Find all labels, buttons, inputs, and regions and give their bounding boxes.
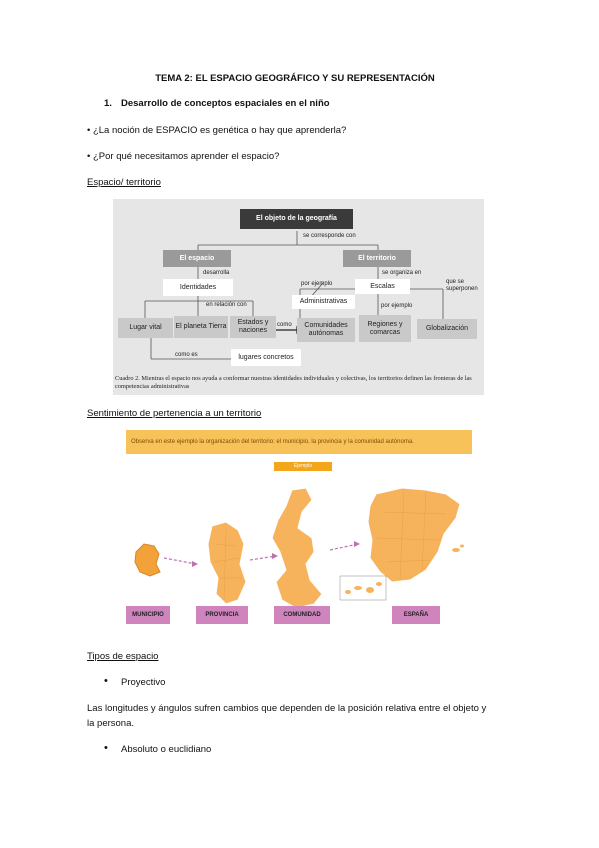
- label-espana: ESPAÑA: [392, 606, 440, 624]
- label-municipio: MUNICIPIO: [126, 606, 170, 624]
- provincia-map: [208, 522, 246, 604]
- label-por-ejemplo-1: por ejemplo: [301, 281, 333, 287]
- canarias-inset: [340, 576, 386, 600]
- heading-sentimiento: Sentimiento de pertenencia a un territorio: [87, 408, 262, 419]
- label-por-ejemplo-2: por ejemplo: [381, 303, 413, 309]
- label-provincia: PROVINCIA: [196, 606, 248, 624]
- diagram-node-regiones: Regiones y comarcas: [359, 315, 411, 342]
- diagram-node-territorio: El territorio: [343, 250, 411, 267]
- diagram-node-espacio: El espacio: [163, 250, 231, 267]
- label-como-es: como es: [175, 352, 198, 358]
- ejemplo-tag: Ejemplo: [274, 462, 332, 471]
- espana-map: [368, 488, 460, 582]
- section-number: 1.: [104, 98, 112, 109]
- diagram-node-identidades: Identidades: [163, 279, 233, 296]
- label-como: como: [277, 322, 292, 328]
- diagram-node-planeta: El planeta Tierra: [174, 316, 228, 338]
- diagram-node-estados: Estados y naciones: [230, 316, 276, 338]
- concept-diagram: [113, 199, 484, 395]
- bullet-dot-2: •: [104, 742, 108, 754]
- bullet-proyectivo: Proyectivo: [121, 677, 166, 688]
- territory-maps-figure: [126, 430, 472, 630]
- label-corresponde: se corresponde con: [303, 233, 356, 239]
- diagram-node-comunidades: Comunidades autónomas: [297, 318, 355, 342]
- paragraph-line-1: Las longitudes y ángulos sufren cambios que dependen de la posición relativa entre el objeto y: [87, 703, 487, 714]
- section-heading: Desarrollo de conceptos espaciales en el niño: [121, 98, 330, 109]
- diagram-node-globalizacion: Globalización: [417, 319, 477, 339]
- diagram-node-objeto: El objeto de la geografía: [240, 209, 353, 229]
- page-title: TEMA 2: EL ESPACIO GEOGRÁFICO Y SU REPRESENTACIÓN: [155, 73, 435, 84]
- diagram-caption: Cuadro 2. Mientras el espacio nos ayuda a conformar nuestras identidades individuales y colectivas, los territorios definen las fronteras de las competencias administrativas: [115, 375, 472, 390]
- diagram-node-escalas: Escalas: [355, 279, 410, 294]
- bullet-dot-1: •: [104, 675, 108, 687]
- heading-tipos: Tipos de espacio: [87, 651, 159, 662]
- question-1: • ¿La noción de ESPACIO es genética o hay que aprenderla?: [87, 125, 347, 136]
- diagram-node-concretos: lugares concretos: [231, 349, 301, 366]
- label-relacion: en relación con: [206, 302, 247, 308]
- label-desarrolla: desarrolla: [203, 270, 230, 276]
- comunidad-map: [272, 488, 322, 608]
- label-organiza: se organiza en: [382, 270, 422, 276]
- municipio-map: [135, 544, 160, 576]
- label-superponen: que se superponen: [446, 279, 478, 292]
- heading-espacio-territorio: Espacio/ territorio: [87, 177, 161, 188]
- maps-banner: Observa en este ejemplo la organización del territorio: el municipio, la provincia y la comunidad autónoma.: [126, 430, 472, 454]
- question-2: • ¿Por qué necesitamos aprender el espacio?: [87, 151, 280, 162]
- bullet-absoluto: Absoluto o euclidiano: [121, 744, 212, 755]
- diagram-node-lugar: Lugar vital: [118, 318, 173, 338]
- maps-svg: [126, 454, 472, 630]
- label-comunidad: COMUNIDAD: [274, 606, 330, 624]
- paragraph-line-2: la persona.: [87, 718, 135, 729]
- diagram-node-administrativas: Administrativas: [292, 295, 355, 309]
